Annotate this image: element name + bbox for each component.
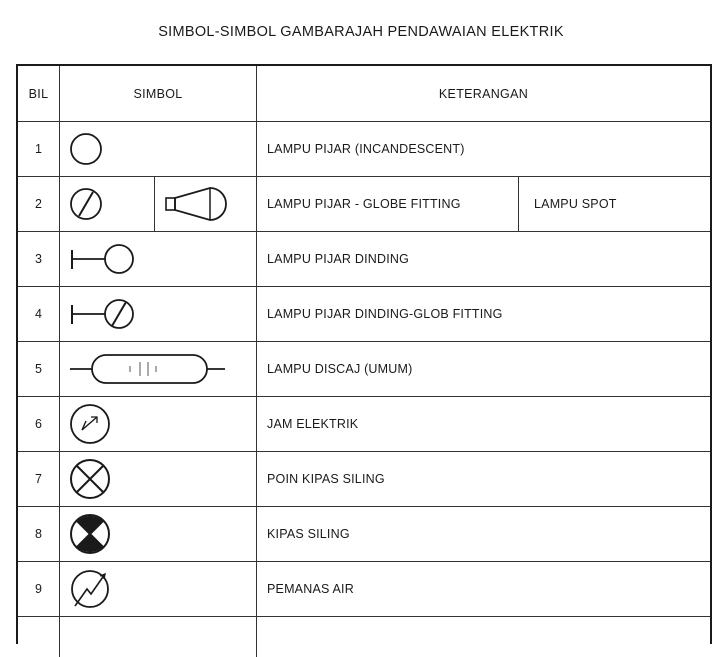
- spot-lamp-icon: [60, 177, 257, 232]
- table-row: [18, 232, 710, 287]
- description: LAMPU PIJAR - GLOBE FITTING: [267, 197, 461, 211]
- symbol-cell: [60, 617, 257, 657]
- description-secondary: LAMPU SPOT: [534, 197, 617, 211]
- symbol-cell: [60, 397, 257, 451]
- discharge-lamp-icon: [60, 342, 257, 397]
- description: LAMPU DISCAJ (UMUM): [267, 362, 413, 376]
- row-number: 2: [18, 177, 60, 231]
- description: LAMPU PIJAR DINDING-GLOB FITTING: [267, 307, 503, 321]
- page-title: SIMBOL-SIMBOL GAMBARAJAH PENDAWAIAN ELEKTRIK: [158, 24, 564, 40]
- table-row: [18, 617, 710, 657]
- table-row: [18, 397, 710, 452]
- description-empty: [257, 617, 710, 657]
- symbol-cell: [60, 177, 257, 231]
- symbol-cell: [60, 342, 257, 396]
- row-number: 9: [18, 562, 60, 616]
- ceiling-fan-point-icon: [60, 452, 257, 507]
- lamp-circle-icon: [60, 122, 257, 177]
- symbol-cell: [60, 232, 257, 286]
- row-number: 7: [18, 452, 60, 506]
- description: JAM ELEKTRIK: [267, 417, 359, 431]
- description-divider: [518, 177, 519, 231]
- header-simbol: SIMBOL: [60, 66, 257, 121]
- table-row: [18, 452, 710, 507]
- row-number: 6: [18, 397, 60, 451]
- description: POIN KIPAS SILING: [267, 472, 385, 486]
- ceiling-fan-icon: [60, 507, 257, 562]
- symbol-cell: [60, 122, 257, 176]
- table-row: [18, 507, 710, 562]
- symbol-cell: [60, 507, 257, 561]
- row-number: 4: [18, 287, 60, 341]
- symbol-cell: [60, 562, 257, 616]
- symbol-cell: [60, 452, 257, 506]
- header-keterangan: KETERANGAN: [438, 86, 529, 101]
- wall-lamp-icon: [60, 232, 257, 287]
- row-number-empty: [18, 617, 60, 657]
- electric-clock-icon: [60, 397, 257, 452]
- row-number: 5: [18, 342, 60, 396]
- wall-globe-lamp-icon: [60, 287, 257, 342]
- symbol-table: [16, 64, 712, 644]
- row-number: 1: [18, 122, 60, 176]
- description: KIPAS SILING: [267, 527, 350, 541]
- symbol-cell: [60, 287, 257, 341]
- row-number: 3: [18, 232, 60, 286]
- description: LAMPU PIJAR DINDING: [267, 252, 410, 266]
- table-row: [18, 287, 710, 342]
- table-row: [18, 562, 710, 617]
- row-number: 8: [18, 507, 60, 561]
- water-heater-icon: [60, 562, 257, 617]
- description: LAMPU PIJAR (INCANDESCENT): [267, 142, 465, 156]
- description: PEMANAS AIR: [267, 582, 354, 596]
- header-bil: BIL: [18, 66, 60, 121]
- table-row: [18, 342, 710, 397]
- table-header-row: [18, 66, 710, 122]
- table-row: [18, 122, 710, 177]
- table-row: [18, 177, 710, 232]
